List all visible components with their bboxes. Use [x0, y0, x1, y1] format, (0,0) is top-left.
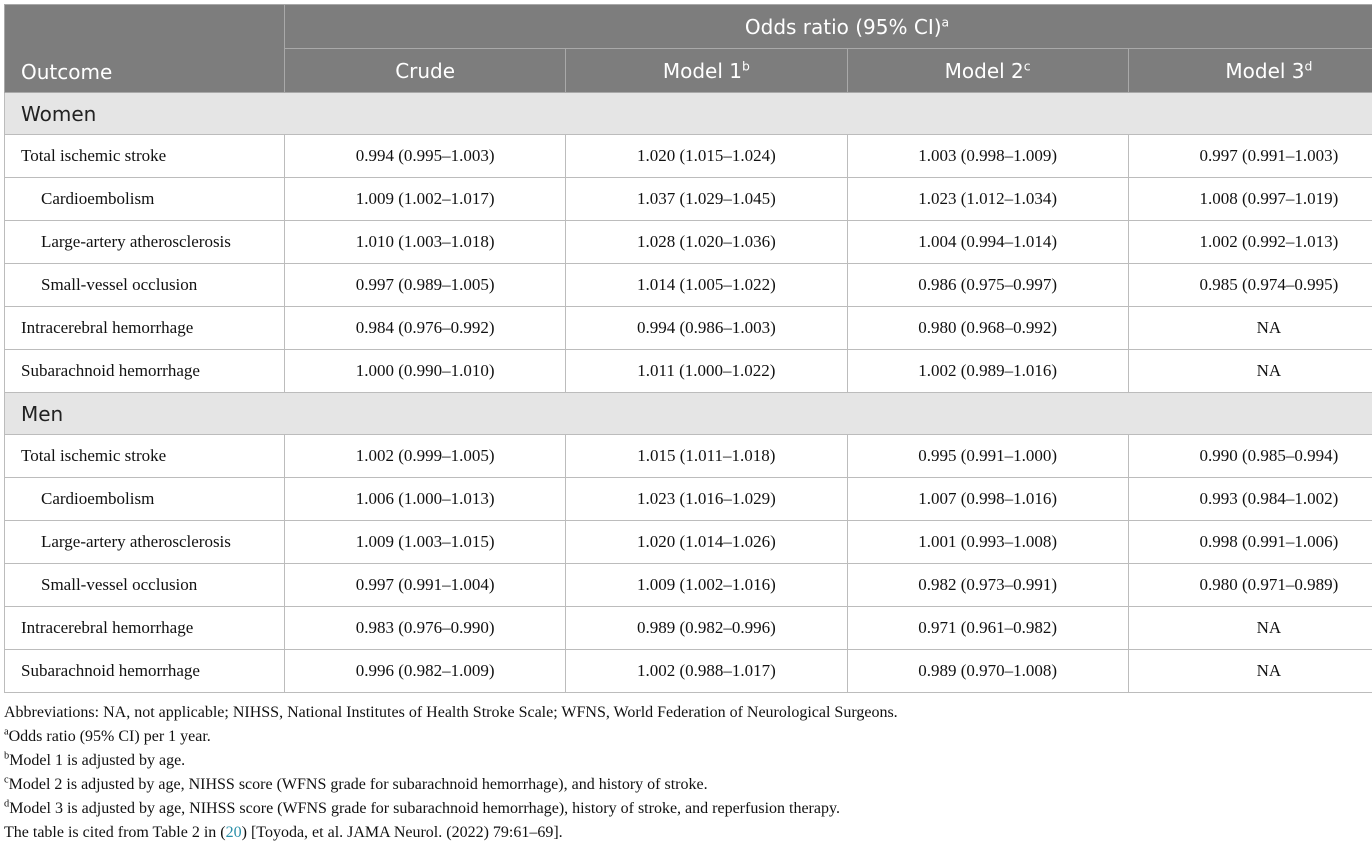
citation-text-after: ) [Toyoda, et al. JAMA Neurol. (2022) 79:61–69].	[241, 824, 563, 841]
table-row	[5, 135, 1372, 178]
table-notes	[4, 701, 1369, 845]
footnote-a	[4, 725, 1369, 749]
footnote-b	[4, 749, 1369, 773]
odds-ratio-cell: 1.003 (0.998–1.009)	[847, 135, 1128, 178]
odds-ratio-cell: 1.010 (1.003–1.018)	[285, 221, 566, 264]
model-header-model-3	[1128, 49, 1372, 93]
odds-ratio-cell: 0.993 (0.984–1.002)	[1128, 478, 1372, 521]
odds-ratio-cell: 1.011 (1.000–1.022)	[566, 350, 847, 393]
table-row	[5, 264, 1372, 307]
odds-ratio-cell: 1.009 (1.002–1.017)	[285, 178, 566, 221]
outcome-label: Total ischemic stroke	[5, 135, 285, 178]
footnote-text: Model 2 is adjusted by age, NIHSS score (WFNS grade for subarachnoid hemorrhage), and history of stroke.	[8, 776, 708, 793]
odds-ratio-cell: NA	[1128, 607, 1372, 650]
odds-ratio-cell: 1.007 (0.998–1.016)	[847, 478, 1128, 521]
group-header-footnote-mark: a	[941, 13, 950, 29]
table-container	[4, 4, 1369, 845]
odds-ratio-cell: 0.971 (0.961–0.982)	[847, 607, 1128, 650]
odds-ratio-cell: 1.009 (1.003–1.015)	[285, 521, 566, 564]
table-row	[5, 435, 1372, 478]
odds-ratio-cell: 1.023 (1.012–1.034)	[847, 178, 1128, 221]
table-row	[5, 221, 1372, 264]
model-header-label: Crude	[395, 58, 456, 83]
outcome-label: Small-vessel occlusion	[5, 564, 285, 607]
outcome-label: Total ischemic stroke	[5, 435, 285, 478]
outcome-column-header	[5, 5, 285, 93]
odds-ratio-cell: 0.985 (0.974–0.995)	[1128, 264, 1372, 307]
citation-note	[4, 821, 1369, 845]
outcome-label: Cardioembolism	[5, 178, 285, 221]
table-row	[5, 564, 1372, 607]
odds-ratio-cell: 1.020 (1.015–1.024)	[566, 135, 847, 178]
abbreviations-note: Abbreviations: NA, not applicable; NIHSS, National Institutes of Health Stroke Scale; WFNS, World Federation of Neurological Surgeons.	[4, 704, 898, 721]
outcome-label: Intracerebral hemorrhage	[5, 607, 285, 650]
odds-ratio-cell: 0.982 (0.973–0.991)	[847, 564, 1128, 607]
odds-ratio-cell: 1.002 (0.999–1.005)	[285, 435, 566, 478]
odds-ratio-cell: 0.995 (0.991–1.000)	[847, 435, 1128, 478]
odds-ratio-cell: 1.015 (1.011–1.018)	[566, 435, 847, 478]
odds-ratio-cell: 0.980 (0.968–0.992)	[847, 307, 1128, 350]
odds-ratio-cell: 0.986 (0.975–0.997)	[847, 264, 1128, 307]
reference-link[interactable]: 20	[225, 824, 242, 841]
outcome-label: Large-artery atherosclerosis	[5, 221, 285, 264]
outcome-header-label: Outcome	[21, 60, 113, 84]
model-header-footnote-mark: c	[1023, 57, 1031, 73]
odds-ratio-cell: 0.997 (0.991–1.003)	[1128, 135, 1372, 178]
odds-ratio-cell: 0.996 (0.982–1.009)	[285, 650, 566, 693]
odds-ratio-cell: 1.009 (1.002–1.016)	[566, 564, 847, 607]
odds-ratio-cell: 0.994 (0.986–1.003)	[566, 307, 847, 350]
odds-ratio-cell: 0.983 (0.976–0.990)	[285, 607, 566, 650]
odds-ratio-cell: 0.989 (0.982–0.996)	[566, 607, 847, 650]
outcome-label: Cardioembolism	[5, 478, 285, 521]
odds-ratio-group-header	[285, 5, 1372, 49]
odds-ratio-cell: 0.980 (0.971–0.989)	[1128, 564, 1372, 607]
odds-ratio-cell: 1.037 (1.029–1.045)	[566, 178, 847, 221]
group-header-label: Odds ratio (95% CI)	[744, 14, 942, 39]
footnote-text: Odds ratio (95% CI) per 1 year.	[8, 728, 211, 745]
footnote-c	[4, 773, 1369, 797]
odds-ratio-cell: NA	[1128, 307, 1372, 350]
section-title: Women	[5, 93, 1372, 135]
footnote-text: Model 3 is adjusted by age, NIHSS score (WFNS grade for subarachnoid hemorrhage), history of stroke, and reperfusion therapy.	[9, 800, 840, 817]
odds-ratio-cell: 1.023 (1.016–1.029)	[566, 478, 847, 521]
odds-ratio-table	[4, 4, 1372, 693]
odds-ratio-cell: 0.990 (0.985–0.994)	[1128, 435, 1372, 478]
odds-ratio-cell: 1.001 (0.993–1.008)	[847, 521, 1128, 564]
table-row	[5, 478, 1372, 521]
odds-ratio-cell: NA	[1128, 650, 1372, 693]
footnote-mark: b	[4, 750, 10, 762]
section-row	[5, 93, 1372, 135]
odds-ratio-cell: 1.000 (0.990–1.010)	[285, 350, 566, 393]
table-header	[5, 5, 1372, 93]
footnote-mark: a	[4, 726, 9, 738]
odds-ratio-cell: 0.989 (0.970–1.008)	[847, 650, 1128, 693]
outcome-label: Intracerebral hemorrhage	[5, 307, 285, 350]
model-header-label: Model 1	[662, 58, 742, 83]
model-header-footnote-mark: d	[1304, 57, 1313, 73]
section-row	[5, 393, 1372, 435]
model-header-model-2	[847, 49, 1128, 93]
table-row	[5, 350, 1372, 393]
odds-ratio-cell: 1.028 (1.020–1.036)	[566, 221, 847, 264]
odds-ratio-cell: 1.002 (0.989–1.016)	[847, 350, 1128, 393]
odds-ratio-cell: 1.008 (0.997–1.019)	[1128, 178, 1372, 221]
odds-ratio-cell: 1.002 (0.988–1.017)	[566, 650, 847, 693]
footnote-mark: c	[4, 774, 9, 786]
odds-ratio-cell: 0.997 (0.991–1.004)	[285, 564, 566, 607]
table-row	[5, 650, 1372, 693]
odds-ratio-cell: 0.998 (0.991–1.006)	[1128, 521, 1372, 564]
odds-ratio-cell: 1.014 (1.005–1.022)	[566, 264, 847, 307]
table-row	[5, 307, 1372, 350]
model-header-label: Model 2	[944, 58, 1024, 83]
footnote-text: Model 1 is adjusted by age.	[9, 752, 186, 769]
odds-ratio-cell: 1.004 (0.994–1.014)	[847, 221, 1128, 264]
footnote-d	[4, 797, 1369, 821]
odds-ratio-cell: 1.006 (1.000–1.013)	[285, 478, 566, 521]
footnote-mark: d	[4, 798, 10, 810]
odds-ratio-cell: 0.997 (0.989–1.005)	[285, 264, 566, 307]
model-header-footnote-mark: b	[742, 57, 750, 73]
odds-ratio-cell: NA	[1128, 350, 1372, 393]
model-header-model-1	[566, 49, 847, 93]
section-title: Men	[5, 393, 1372, 435]
model-header-label: Model 3	[1225, 58, 1305, 83]
table-row	[5, 607, 1372, 650]
outcome-label: Small-vessel occlusion	[5, 264, 285, 307]
odds-ratio-cell: 1.020 (1.014–1.026)	[566, 521, 847, 564]
odds-ratio-cell: 1.002 (0.992–1.013)	[1128, 221, 1372, 264]
outcome-label: Subarachnoid hemorrhage	[5, 350, 285, 393]
model-header-crude	[285, 49, 566, 93]
odds-ratio-cell: 0.994 (0.995–1.003)	[285, 135, 566, 178]
odds-ratio-cell: 0.984 (0.976–0.992)	[285, 307, 566, 350]
outcome-label: Large-artery atherosclerosis	[5, 521, 285, 564]
table-row	[5, 178, 1372, 221]
table-body	[5, 93, 1372, 693]
outcome-label: Subarachnoid hemorrhage	[5, 650, 285, 693]
table-row	[5, 521, 1372, 564]
citation-text-before: The table is cited from Table 2 in (	[4, 824, 226, 841]
